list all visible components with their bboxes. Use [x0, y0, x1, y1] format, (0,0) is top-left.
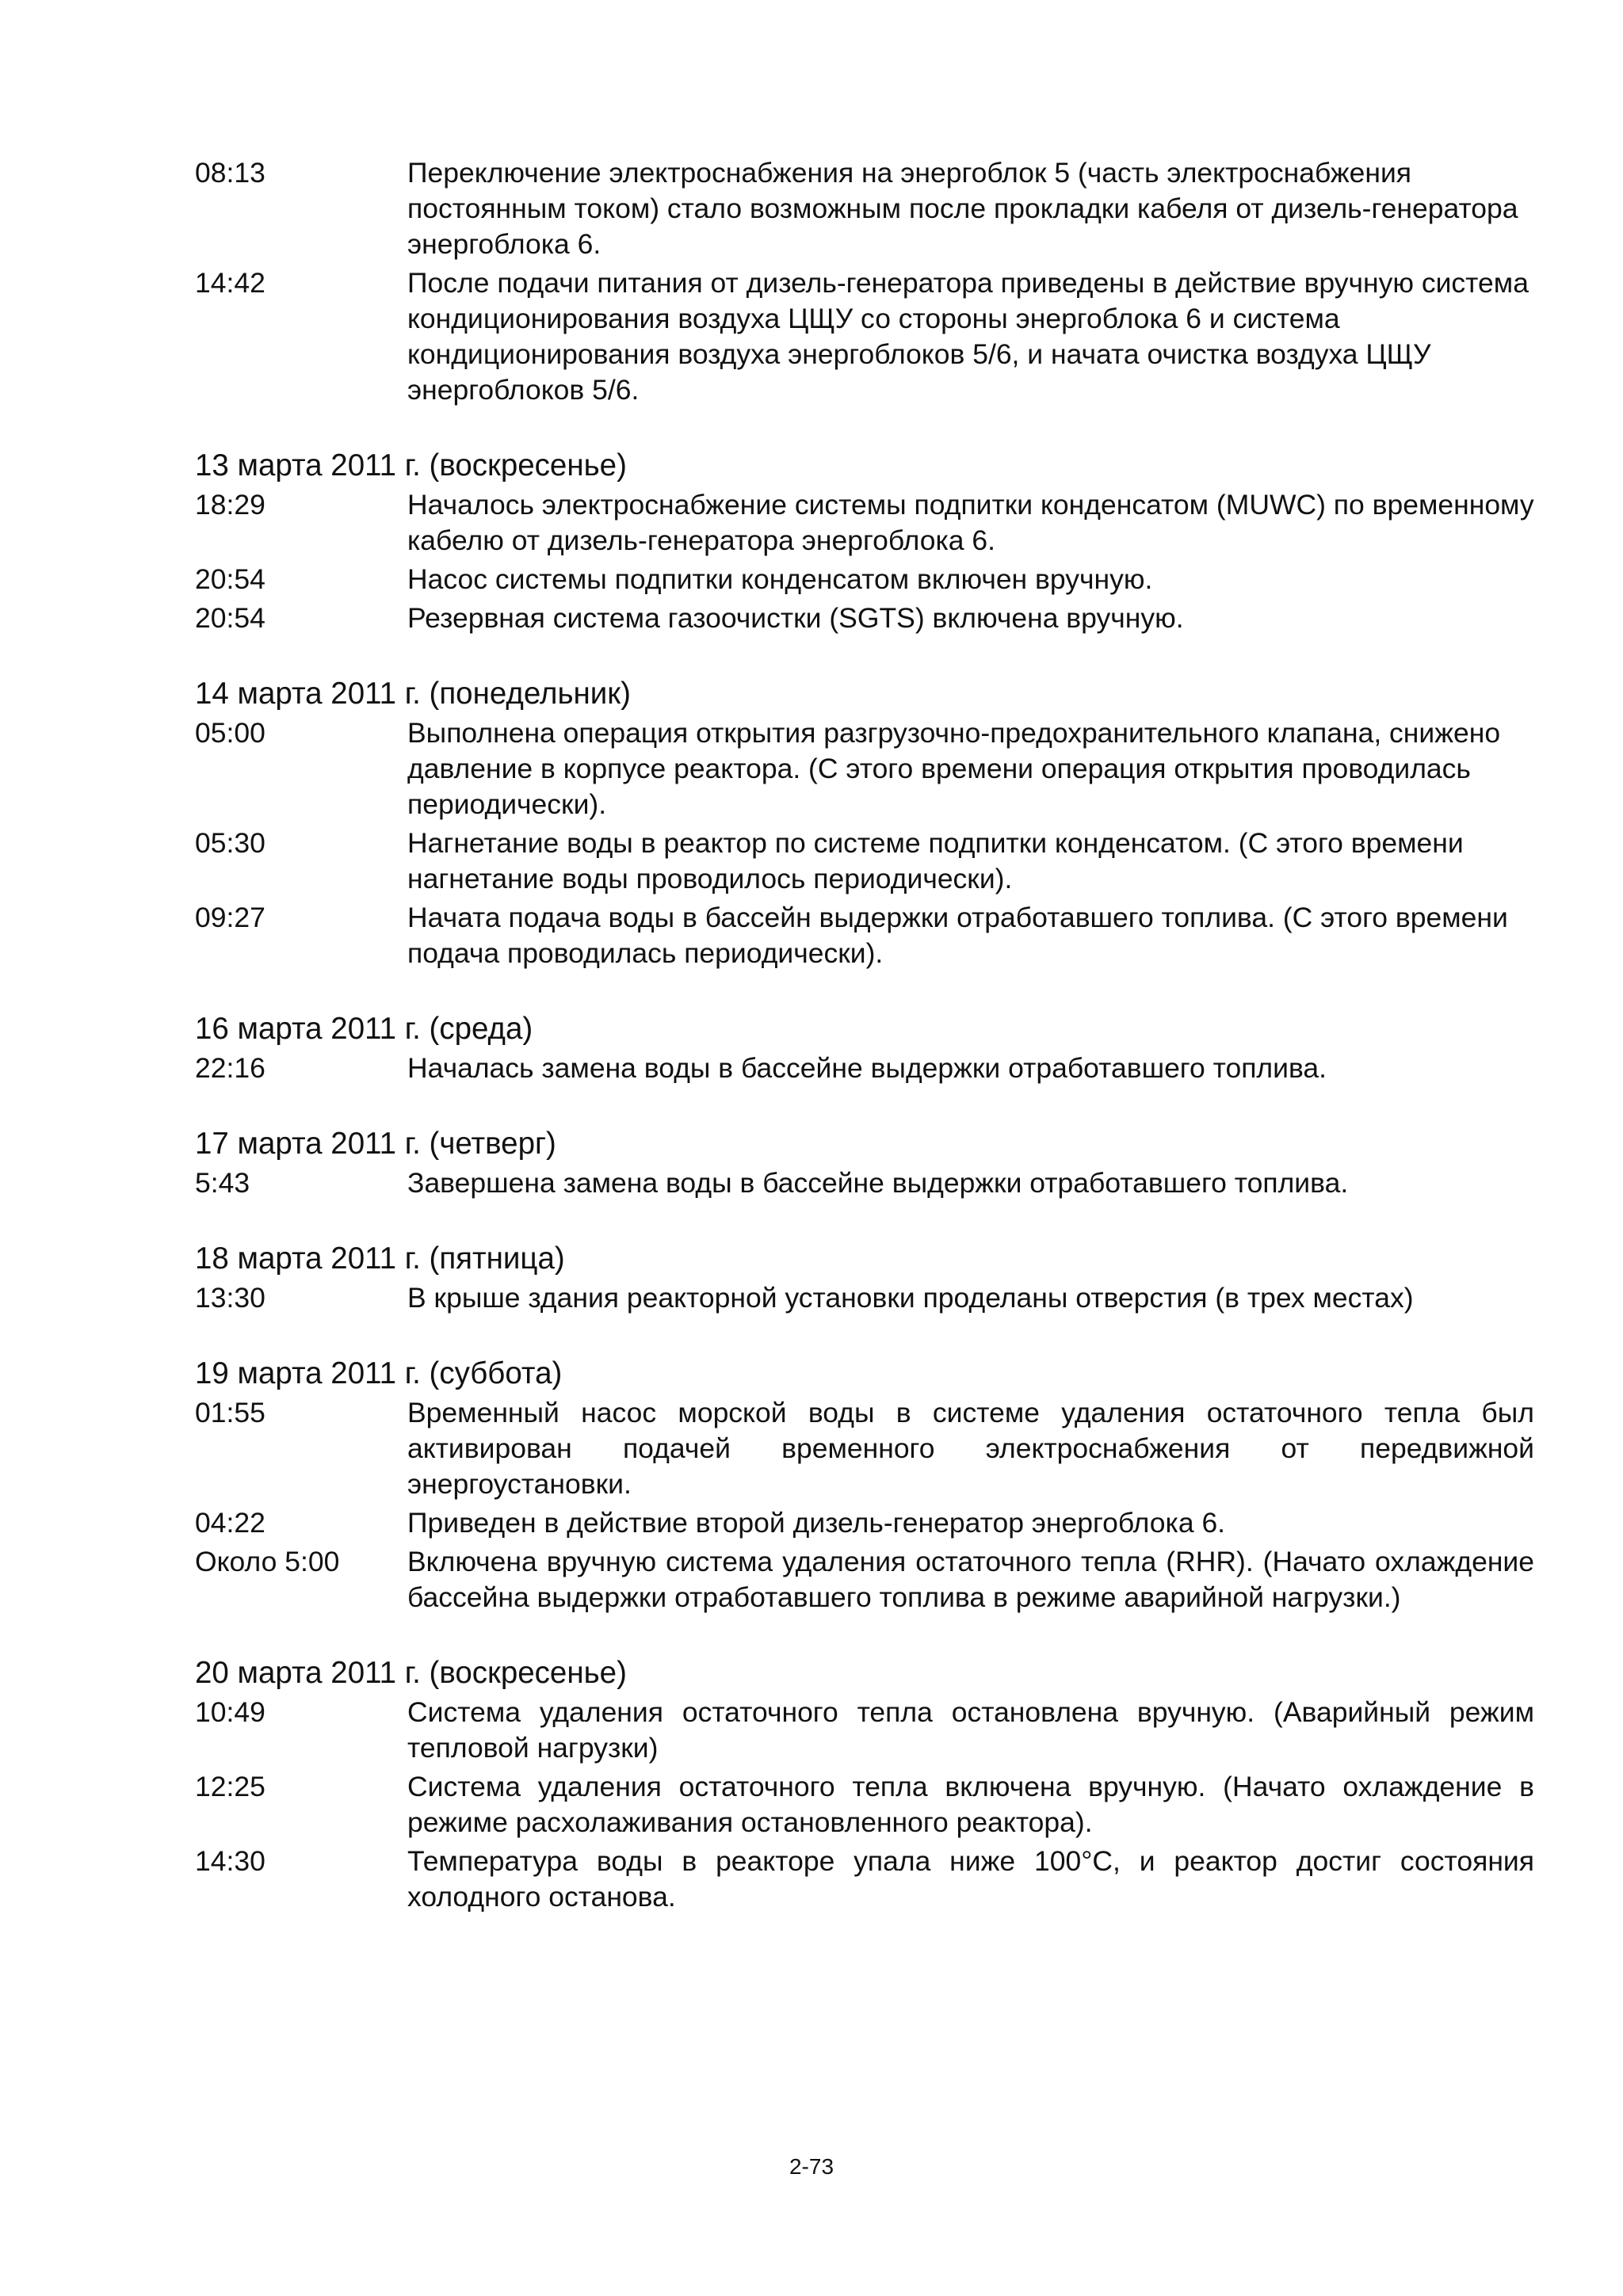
entry-time: 20:54 [195, 563, 265, 595]
entry-time: 5:43 [195, 1167, 250, 1199]
section-date [195, 446, 1534, 636]
section-date [195, 1354, 1534, 1615]
page-number: 2-73 [789, 2154, 834, 2179]
timeline-entry [195, 265, 1534, 408]
date-heading: 19 марта 2011 г. (суббота) [195, 1356, 563, 1390]
timeline-entry [195, 601, 1534, 636]
timeline-entry [195, 155, 1534, 262]
entry-time: 05:00 [195, 717, 265, 749]
date-heading: 13 марта 2011 г. (воскресенье) [195, 448, 627, 482]
date-heading: 16 марта 2011 г. (среда) [195, 1012, 533, 1046]
entry-text: Приведен в действие второй дизель-генератор энергоблока 6. [407, 1507, 1226, 1539]
timeline-entry [195, 826, 1534, 897]
entry-time: 14:30 [195, 1845, 265, 1877]
section-date [195, 1009, 1534, 1086]
entry-time: 12:25 [195, 1771, 265, 1802]
section-date [195, 1124, 1534, 1201]
timeline-entry [195, 1844, 1534, 1915]
entry-time: 13:30 [195, 1282, 265, 1314]
timeline-entry [195, 1280, 1534, 1316]
entry-text: Резервная система газоочистки (SGTS) включена вручную. [407, 602, 1184, 634]
document-body [195, 155, 1534, 1953]
entry-text: Начата подача воды в бассейн выдержки отработавшего топлива. (С этого времени подача проводилась периодически). [407, 902, 1508, 969]
entry-text: В крыше здания реакторной установки проделаны отверстия (в трех местах) [407, 1282, 1414, 1314]
entry-text: Началась замена воды в бассейне выдержки отработавшего топлива. [407, 1052, 1327, 1084]
entry-text: Система удаления остаточного тепла остановлена вручную. (Аварийный режим тепловой нагрузки) [407, 1696, 1534, 1764]
entry-text: Началось электроснабжение системы подпитки конденсатом (MUWC) по временному кабелю от дизель-генератора энергоблока 6. [407, 489, 1534, 556]
section-date [195, 1239, 1534, 1316]
entry-text: Насос системы подпитки конденсатом включен вручную. [407, 563, 1153, 595]
entry-time: 10:49 [195, 1696, 265, 1728]
section-continuation [195, 155, 1534, 408]
entry-time: 20:54 [195, 602, 265, 634]
entry-text: После подачи питания от дизель-генератора приведены в действие вручную система кондиционирования воздуха ЦЩУ со стороны энергоблока 6 и система кондиционирования воздуха энергоблоков 5/6, и начата очистка воздуха ЦЩУ энергоблоков 5/6. [407, 267, 1529, 406]
entry-time: 05:30 [195, 827, 265, 859]
entry-text: Температура воды в реакторе упала ниже 100°C, и реактор достиг состояния холодного останова. [407, 1845, 1534, 1913]
section-date [195, 674, 1534, 971]
entry-time: 01:55 [195, 1397, 265, 1428]
entry-time: 09:27 [195, 902, 265, 933]
entry-time: 22:16 [195, 1052, 265, 1084]
timeline-entry [195, 487, 1534, 559]
date-heading: 17 марта 2011 г. (четверг) [195, 1127, 556, 1161]
entry-text: Временный насос морской воды в системе удаления остаточного тепла был активирован подачей временного электроснабжения от передвижной энергоустановки. [407, 1397, 1534, 1500]
entry-time: 08:13 [195, 157, 265, 189]
entry-text: Нагнетание воды в реактор по системе подпитки конденсатом. (С этого времени нагнетание воды проводилось периодически). [407, 827, 1464, 894]
timeline-entry [195, 1051, 1534, 1086]
timeline-entry [195, 1165, 1534, 1201]
date-heading: 20 марта 2011 г. (воскресенье) [195, 1656, 627, 1690]
entry-text: Завершена замена воды в бассейне выдержки отработавшего топлива. [407, 1167, 1349, 1199]
entry-time: 18:29 [195, 489, 265, 521]
entry-time: Около 5:00 [195, 1546, 340, 1577]
timeline-entry [195, 1544, 1534, 1615]
timeline-entry [195, 900, 1534, 971]
timeline-entry [195, 1505, 1534, 1541]
entry-text: Включена вручную система удаления остаточного тепла (RHR). (Начато охлаждение бассейна выдержки отработавшего топлива в режиме аварийной нагрузки.) [407, 1546, 1534, 1613]
entry-text: Выполнена операция открытия разгрузочно-предохранительного клапана, снижено давление в корпусе реактора. (С этого времени операция открытия проводилась периодически). [407, 717, 1501, 820]
timeline-entry [195, 715, 1534, 822]
date-heading: 18 марта 2011 г. (пятница) [195, 1241, 565, 1276]
entry-text: Переключение электроснабжения на энергоблок 5 (часть электроснабжения постоянным током) стало возможным после прокладки кабеля от дизель-генератора энергоблока 6. [407, 157, 1518, 260]
date-heading: 14 марта 2011 г. (понедельник) [195, 677, 631, 711]
entry-text: Система удаления остаточного тепла включена вручную. (Начато охлаждение в режиме расхолаживания остановленного реактора). [407, 1771, 1534, 1838]
timeline-entry [195, 562, 1534, 597]
section-date [195, 1653, 1534, 1915]
timeline-entry [195, 1695, 1534, 1766]
entry-time: 04:22 [195, 1507, 265, 1539]
timeline-entry [195, 1769, 1534, 1840]
entry-time: 14:42 [195, 267, 265, 299]
timeline-entry [195, 1395, 1534, 1502]
